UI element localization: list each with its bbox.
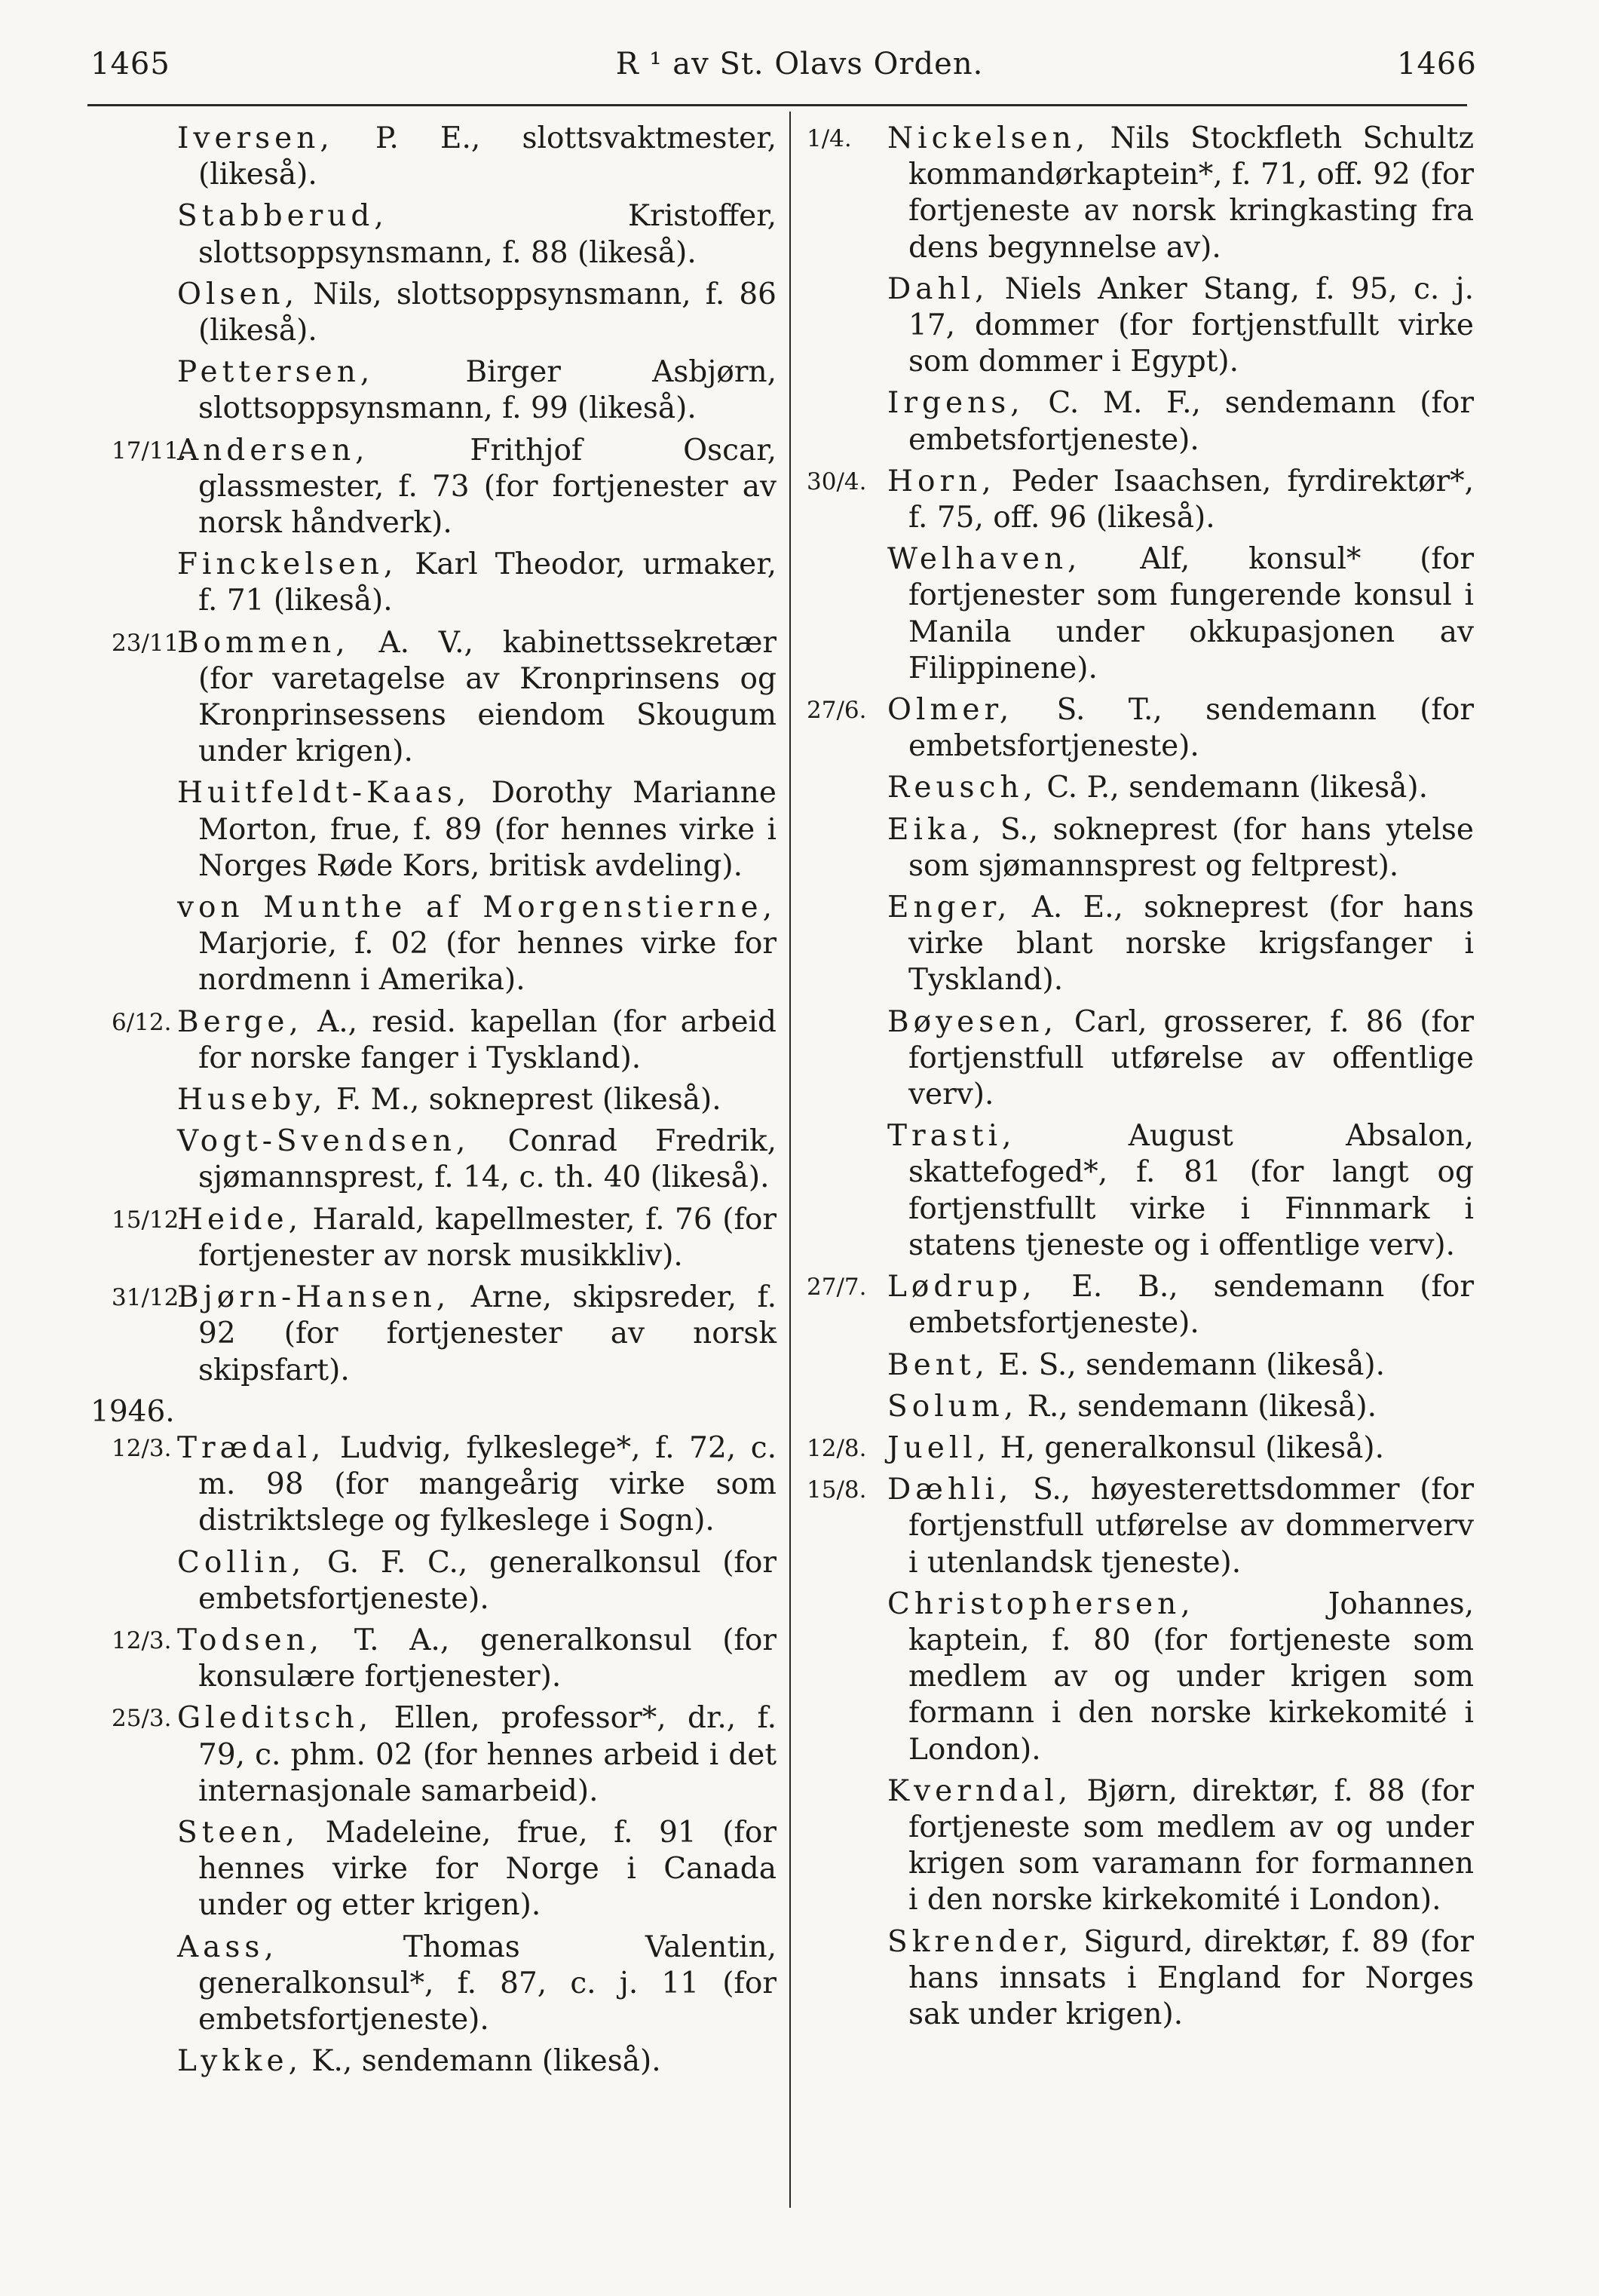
right-column	[807, 121, 1474, 2038]
entry-text: K., sendemann (likeså).	[302, 2044, 661, 2079]
entry-date: 12/3.	[112, 1434, 172, 1462]
entry	[807, 121, 1474, 266]
entry-text: August Absalon, skattefoged*, f. 81 (for langt og fortjenstfullt virke i Finnmark i statens tjeneste og i offentlige verv).	[908, 1119, 1474, 1262]
entry-name: Huseby,	[177, 1083, 327, 1117]
entry-name: Heide,	[177, 1202, 303, 1237]
entry-text: Madeleine, frue, f. 91 (for hennes virke for Norge i Canada under og etter krigen).	[198, 1815, 777, 1923]
entry-name: Aass,	[177, 1930, 278, 1964]
entry	[90, 2043, 777, 2080]
entry-date: 12/3.	[112, 1626, 172, 1654]
entry-text: G. F. C., generalkonsul (for embetsfortjeneste).	[198, 1545, 777, 1616]
entry-date: 12/8.	[807, 1434, 867, 1462]
entry	[90, 1545, 777, 1617]
entry	[90, 354, 777, 427]
entry-text: Carl, grosserer, f. 86 (for fortjenstfull utførelse av offentlige verv).	[908, 1004, 1474, 1112]
year-heading: 1946.	[90, 1394, 175, 1429]
entry-name: Lødrup,	[887, 1270, 1037, 1304]
entry-text: A. V., kabinettssekretær (for varetagelse av Kronprinsens og Kronprinsessens eiendom Skougum under krigen).	[198, 625, 777, 769]
entry-text: F. M., sokneprest (likeså).	[326, 1083, 721, 1117]
entry-text: Karl Theodor, urmaker, f. 71 (likeså).	[198, 547, 777, 618]
entry	[807, 1004, 1474, 1114]
entry	[90, 1004, 777, 1077]
entry-text: T. A., generalkonsul (for konsulære fortjenester).	[198, 1623, 777, 1694]
entry	[90, 1280, 777, 1389]
entry-name: Christophersen,	[887, 1586, 1195, 1621]
entry-name: Todsen,	[177, 1623, 324, 1657]
entry	[807, 1586, 1474, 1768]
entry-name: Collin,	[177, 1545, 306, 1580]
entry	[90, 277, 777, 349]
entry-name: Vogt-Svendsen,	[177, 1124, 470, 1159]
entry	[807, 1472, 1474, 1581]
entry	[90, 198, 777, 271]
page-header	[0, 47, 1599, 92]
entry-name: Stabberud,	[177, 199, 388, 234]
entry-date: 17/11.	[112, 437, 187, 464]
entry-name: Nickelsen,	[887, 121, 1090, 155]
entry-text: Alf, konsul* (for fortjenester som fungerende konsul i Manila under okkupasjonen av Filippinene).	[908, 542, 1474, 685]
entry-name: Iversen,	[177, 121, 334, 155]
entry	[807, 770, 1474, 806]
entry-name: Dæhli,	[887, 1473, 1013, 1507]
running-title: R ¹ av St. Olavs Orden.	[615, 47, 984, 81]
entry-text: Arne, skipsreder, f. 92 (for fortjenester av norsk skipsfart).	[198, 1280, 777, 1387]
entry-name: Skrender,	[887, 1924, 1073, 1959]
entry	[90, 1930, 777, 2039]
entry-name: Reusch,	[887, 771, 1037, 805]
entry	[807, 1430, 1474, 1467]
entry	[90, 1082, 777, 1118]
entry-text: Birger Asbjørn, slottsoppsynsmann, f. 99 (likeså).	[198, 355, 777, 426]
entry-text: R., sendemann (likeså).	[1018, 1389, 1377, 1424]
entry-text: Ellen, professor*, dr., f. 79, c. phm. 02 (for hennes arbeid i det internasjonale samarbeid).	[198, 1701, 777, 1808]
entry-text: Johannes, kaptein, f. 80 (for fortjeneste som medlem av og under krigen som formann i den norske kirkekomité i London).	[908, 1586, 1474, 1767]
header-rule	[87, 104, 1467, 106]
entry-text: S. T., sendemann (for embetsfortjeneste).	[908, 693, 1474, 764]
entry-name: Dahl,	[887, 271, 989, 306]
entry-date: 30/4.	[807, 467, 867, 495]
entry-text: E. S., sendemann (likeså).	[988, 1347, 1385, 1382]
entry	[807, 1924, 1474, 2034]
entry-name: Huitfeldt-Kaas,	[177, 776, 471, 811]
entry	[807, 1269, 1474, 1341]
entry-text: Kristoffer, slottsoppsynsmann, f. 88 (likeså).	[198, 199, 777, 270]
entry	[807, 1118, 1474, 1264]
entry	[807, 1389, 1474, 1425]
entry-name: Bent,	[887, 1347, 989, 1382]
entry-name: Berge,	[177, 1004, 303, 1039]
entry-date: 23/11.	[112, 629, 187, 657]
entry-text: Harald, kapellmester, f. 76 (for fortjenester av norsk musikkliv).	[198, 1202, 777, 1273]
entry-text: Conrad Fredrik, sjømannsprest, f. 14, c. th. 40 (likeså).	[198, 1124, 777, 1195]
entry	[90, 1430, 777, 1540]
entry	[807, 271, 1474, 381]
entry-date: 15/8.	[807, 1476, 867, 1504]
entry-name: Eika,	[887, 812, 986, 847]
entry	[90, 625, 777, 771]
entry	[90, 890, 777, 999]
entry-text: Niels Anker Stang, f. 95, c. j. 17, dommer (for fortjenstfullt virke som dommer i Egypt).	[908, 271, 1474, 379]
entry-text: A. E., sokneprest (for hans virke blant norske krigsfanger i Tyskland).	[908, 891, 1474, 998]
entry-name: Trasti,	[887, 1119, 1016, 1154]
entry-name: Juell,	[887, 1430, 991, 1465]
entry-text: Marjorie, f. 02 (for hennes virke for nordmenn i Amerika).	[198, 927, 777, 998]
entry-date: 27/7.	[807, 1274, 867, 1301]
entry-date: 15/12.	[112, 1206, 187, 1234]
entry-name: Pettersen,	[177, 355, 375, 390]
entry-name: Bøyesen,	[887, 1004, 1058, 1039]
entry-text: Dorothy Marianne Morton, frue, f. 89 (for hennes virke i Norges Røde Kors, britisk avdeling).	[198, 776, 777, 883]
entry-name: Lykke,	[177, 2044, 302, 2079]
entry-date: 6/12.	[112, 1008, 172, 1036]
entry	[90, 1202, 777, 1274]
entry-text: C. M. F., sendemann (for embetsfortjeneste).	[908, 386, 1474, 457]
entry	[807, 464, 1474, 536]
entry-text: H, generalkonsul (likeså).	[991, 1430, 1384, 1465]
entry	[90, 547, 777, 619]
entry-name: Kverndal,	[887, 1773, 1073, 1808]
entry	[807, 812, 1474, 884]
entry-name: Steen,	[177, 1815, 300, 1850]
entry-name: Trædal,	[177, 1430, 326, 1465]
entry-name: Welhaven,	[887, 542, 1082, 577]
entry-text: Nils Stockfleth Schultz kommandørkaptein*, f. 71, off. 92 (for fortjeneste av norsk kringkasting fra dens begynnelse av).	[908, 121, 1474, 265]
entry-text: Peder Isaachsen, fyrdirektør*, f. 75, off. 96 (likeså).	[908, 464, 1474, 535]
entry	[807, 541, 1474, 687]
entry	[90, 433, 777, 542]
entry-name: Enger,	[887, 891, 1012, 925]
page-number-left: 1465	[90, 47, 170, 81]
entry-text: S., sokneprest (for hans ytelse som sjømannsprest og feltprest).	[908, 812, 1474, 883]
entry-name: Bjørn-Hansen,	[177, 1280, 451, 1315]
entry	[90, 1815, 777, 1924]
entry	[90, 1123, 777, 1196]
entry-text: Sigurd, direktør, f. 89 (for hans innsats i England for Norges sak under krigen).	[908, 1924, 1474, 2031]
entry-text: S., høyesterettsdommer (for fortjenstfull utførelse av dommerverv i utenlandsk tjeneste).	[908, 1473, 1474, 1580]
entry	[90, 121, 777, 193]
entry-text: E. B., sendemann (for embetsfortjeneste).	[908, 1270, 1474, 1341]
entry	[90, 775, 777, 884]
entry-text: Bjørn, direktør, f. 88 (for fortjeneste som medlem av og under krigen som varamann for formannen i den norske kirkekomité i London).	[908, 1773, 1474, 1917]
entry-name: Solum,	[887, 1389, 1019, 1424]
entry-date: 1/4.	[807, 125, 852, 152]
entry-name: Olmer,	[887, 693, 1014, 728]
entry-text: C. P., sendemann (likeså).	[1037, 771, 1428, 805]
entry-date: 25/3.	[112, 1705, 172, 1733]
column-divider	[789, 112, 791, 2208]
entry-date: 27/6.	[807, 697, 867, 725]
entry-name: Horn,	[887, 464, 996, 498]
entry-text: Nils, slottsoppsynsmann, f. 86 (likeså).	[198, 277, 777, 348]
left-column	[90, 121, 777, 2085]
entry	[807, 1347, 1474, 1384]
entry-name: Finckelsen,	[177, 547, 398, 582]
entry	[807, 385, 1474, 458]
entry-text: A., resid. kapellan (for arbeid for norske fanger i Tyskland).	[198, 1004, 777, 1075]
entry-name: Andersen,	[177, 433, 369, 467]
entry-text: Thomas Valentin, generalkonsul*, f. 87, c. j. 11 (for embetsfortjeneste).	[198, 1930, 777, 2037]
page-number-right: 1466	[1397, 47, 1477, 81]
entry-name: Bommen,	[177, 625, 350, 660]
entry	[807, 890, 1474, 999]
entry	[90, 1700, 777, 1810]
entry-name: Gleditsch,	[177, 1701, 373, 1736]
entry-name: Olsen,	[177, 277, 299, 311]
entry-text: Frithjof Oscar, glassmester, f. 73 (for fortjenester av norsk håndverk).	[198, 433, 777, 541]
entry-name: Irgens,	[887, 386, 1025, 421]
entry-text: P. E., slottsvaktmester, (likeså).	[198, 121, 777, 192]
entry-name: von Munthe af Morgenstierne,	[177, 891, 777, 925]
entry-text: Ludvig, fylkeslege*, f. 72, c. m. 98 (for mangeårig virke som distriktslege og fylkeslege i Sogn).	[198, 1430, 777, 1538]
entry	[90, 1623, 777, 1695]
entry	[807, 692, 1474, 765]
entry-date: 31/12.	[112, 1284, 187, 1312]
entry	[807, 1773, 1474, 1919]
